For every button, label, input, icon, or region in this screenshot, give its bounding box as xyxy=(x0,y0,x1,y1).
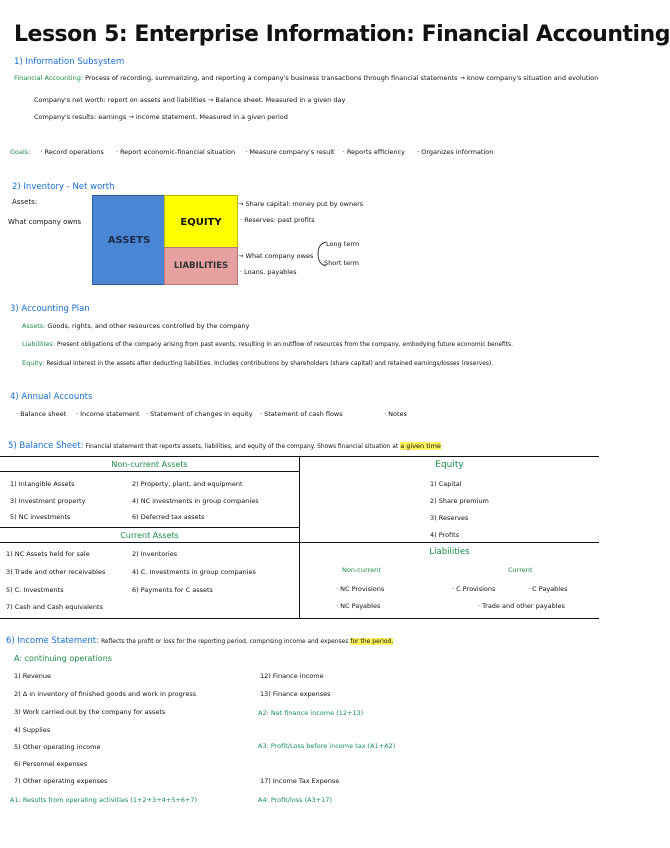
table-divider xyxy=(0,471,299,472)
table-divider xyxy=(0,542,599,543)
table-cell: · C Provisions xyxy=(452,585,496,593)
income-statement-text: Reflects the profit or loss for the reporting period, comprising income and expenses xyxy=(101,639,349,645)
income-line: 5) Other operating income xyxy=(14,743,101,751)
a1-result: A1: Results from operating activities (1+2+3+4+5+6+7) xyxy=(10,796,198,804)
balance-sheet-definition xyxy=(8,441,441,451)
annual-item: · Balance sheet xyxy=(16,410,67,418)
table-cell: 3) Investment property xyxy=(10,497,86,505)
table-cell: 2) Share premium xyxy=(430,497,489,505)
annual-item: · Income statement xyxy=(76,410,140,418)
balance-sheet-text: Financial statement that reports assets, liabilities, and equity of the company. Shows financial situation at xyxy=(85,444,399,450)
page-title: Lesson 5: Enterprise Information: Financial Accounting xyxy=(14,22,670,47)
current-liabilities-heading: Current xyxy=(508,566,533,574)
table-cell: · C Payables xyxy=(528,585,568,593)
net-worth-line: Company's net worth: report on assets and liabilities → Balance sheet. Measured in a given day xyxy=(34,96,346,104)
table-cell: · NC Payables xyxy=(336,602,381,610)
a4-result: A4: Profit/loss (A3+17) xyxy=(258,796,332,804)
income-line: 1) Revenue xyxy=(14,672,52,680)
plan-liabilities-text: Present obligations of the company arising from past events, resulting in an outflow of resources from the company, embodying future economic benefits. xyxy=(56,342,513,348)
plan-equity xyxy=(22,359,493,367)
goals-row xyxy=(10,148,493,156)
annual-item: · Statement of changes in equity xyxy=(146,410,253,418)
table-cell: 5) C. Investments xyxy=(6,586,64,594)
income-line: 6) Personnel expenses xyxy=(14,760,88,768)
table-cell: 1) Capital xyxy=(430,480,462,488)
income-line: 12) Finance income xyxy=(260,672,324,680)
table-divider xyxy=(0,618,599,619)
table-cell: 1) NC Assets held for sale xyxy=(6,550,90,558)
table-cell: 6) Deferred tax assets xyxy=(132,513,205,521)
income-statement-definition xyxy=(6,636,393,646)
income-line: 2) Δ in inventory of finished goods and work in progress xyxy=(14,690,197,698)
income-line: 4) Supplies xyxy=(14,726,51,734)
results-line: Company's results: earnings → income statement. Measured in a given period xyxy=(34,113,288,121)
table-cell: 3) Reserves xyxy=(430,514,469,522)
plan-liabilities-label: Liabilities: xyxy=(22,340,55,348)
section-3-heading: 3) Accounting Plan xyxy=(10,304,90,314)
equity-note-2: · Reserves: past profits xyxy=(240,216,315,224)
table-cell: 3) Trade and other receivables xyxy=(6,568,106,576)
annual-item: · Notes xyxy=(384,410,407,418)
table-cell: 6) Payments for C assets xyxy=(132,586,213,594)
plan-assets xyxy=(22,322,249,330)
liabilities-heading: Liabilities xyxy=(429,547,470,557)
goal-item: · Reports efficiency xyxy=(342,148,406,156)
equity-box: EQUITY xyxy=(164,195,238,249)
assets-box: ASSETS xyxy=(92,195,166,285)
goal-item: · Record operations xyxy=(40,148,104,156)
plan-assets-label: Assets: xyxy=(22,322,46,330)
fa-text: Process of recording, summarizing, and reporting a company's business transactions through financial statements → know company's situation and evolution xyxy=(85,74,599,82)
table-divider xyxy=(299,456,300,618)
short-term-label: Short term xyxy=(324,259,359,267)
income-line: 7) Other operating expenses xyxy=(14,777,108,785)
balance-sheet-highlight: a given time xyxy=(400,442,441,450)
liabilities-note-2: · Loans, payables xyxy=(240,268,297,276)
table-cell: 2) Inventories xyxy=(132,550,178,558)
section-2-heading: 2) Inventory - Net worth xyxy=(12,182,115,192)
income-line: 13) Finance expenses xyxy=(260,690,331,698)
long-term-label: Long term xyxy=(326,240,360,248)
goal-item: · Organizes information xyxy=(417,148,494,156)
annual-item: · Statement of cash flows xyxy=(260,410,343,418)
plan-liabilities xyxy=(22,340,513,348)
continuing-operations-heading: A: continuing operations xyxy=(14,654,112,663)
income-tax-line: 17) Income Tax Expense xyxy=(260,777,340,785)
fa-label: Financial Accounting: xyxy=(14,74,84,82)
table-cell: 2) Property, plant, and equipment xyxy=(132,480,243,488)
current-assets-heading: Current Assets xyxy=(120,531,179,540)
non-current-liabilities-heading: Non-current xyxy=(342,566,381,574)
plan-equity-label: Equity: xyxy=(22,359,45,367)
non-current-assets-heading: Non-current Assets xyxy=(111,460,188,469)
equity-note-1: → Share capital: money put by owners xyxy=(238,200,364,208)
goal-item: · Measure company's result xyxy=(245,148,335,156)
financial-accounting-definition xyxy=(14,74,598,82)
equity-heading: Equity xyxy=(435,460,464,470)
section-5-heading: 5) Balance Sheet: xyxy=(8,441,84,451)
table-divider xyxy=(0,527,299,528)
table-cell: · Trade and other payables xyxy=(478,602,565,610)
liabilities-box: LIABILITIES xyxy=(164,247,238,285)
table-cell: 4) C. Investments in group companies xyxy=(132,568,256,576)
section-6-heading: 6) Income Statement: xyxy=(6,636,99,646)
table-cell: 5) NC investments xyxy=(10,513,71,521)
table-cell: 4) Profits xyxy=(430,531,460,539)
liabilities-note-1: → What company owes xyxy=(238,252,314,260)
income-statement-highlight: for the period. xyxy=(350,638,394,645)
section-4-heading: 4) Annual Accounts xyxy=(10,392,93,402)
goals-label: Goals: xyxy=(10,148,31,156)
plan-equity-text: Residual interest in the assets after deducting liabilities. Includes contributions by shareholders (share capital) and retained earnings/losses (reserves). xyxy=(46,361,494,367)
table-cell: 4) NC investments in group companies xyxy=(132,497,259,505)
goal-item: · Report economic-financial situation xyxy=(115,148,236,156)
table-cell: · NC Provisions xyxy=(336,585,385,593)
assets-label: Assets: xyxy=(12,198,38,206)
a3-result: A3: Profit/Loss before income tax (A1+A2) xyxy=(258,742,396,750)
plan-assets-text: Goods, rights, and other resources controlled by the company xyxy=(47,322,250,330)
income-line: 3) Work carried out by the company for assets xyxy=(14,708,166,716)
a2-result: A2: Net finance income (12+13) xyxy=(258,709,364,717)
assets-description: What company owns xyxy=(8,218,82,226)
table-cell: 7) Cash and Cash equivalents xyxy=(6,603,103,611)
section-1-heading: 1) Information Subsystem xyxy=(14,57,125,67)
table-cell: 1) Intangible Assets xyxy=(10,480,75,488)
